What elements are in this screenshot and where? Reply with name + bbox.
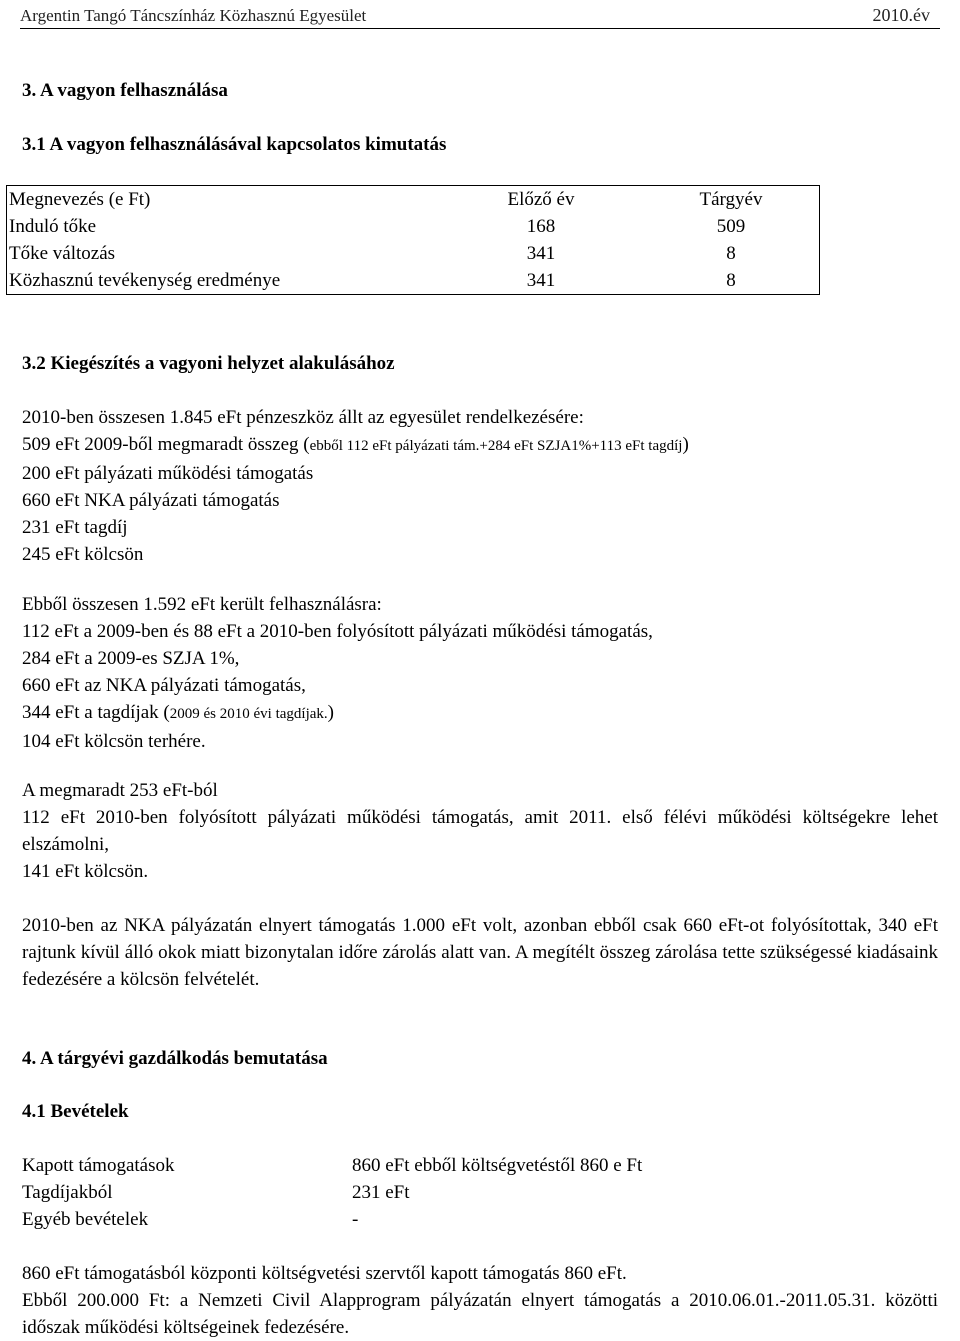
assets-line: 245 eFt kölcsön xyxy=(22,544,144,565)
header-year: 2010.év xyxy=(872,5,930,25)
table-cell: Induló tőke xyxy=(9,216,97,237)
text: 2009 és 2010 évi tagdíjak. xyxy=(169,706,328,722)
remaining-line: 141 eFt kölcsön. xyxy=(22,861,149,882)
nka-paragraph: 2010-ben az NKA pályázatán elnyert támogatás 1.000 eFt volt, azonban ebből csak 660 eFt-ot folyósítottak, 340 eFt rajtunk kívül álló okok miatt bizonytalan időre zárolás alatt van. A megítélt összeg zárolása tette szükségessé kiadásaink fedezésére a kölcsön felvételét. xyxy=(22,915,938,990)
table-cell: 341 xyxy=(526,270,556,291)
assets-line: 660 eFt NKA pályázati támogatás xyxy=(22,490,280,511)
usage-line: Ebből összesen 1.592 eFt került felhasználásra: xyxy=(22,594,382,615)
table-header-row xyxy=(7,186,820,214)
usage-line: 284 eFt a 2009-es SZJA 1%, xyxy=(22,648,240,669)
assets-line: 2010-ben összesen 1.845 eFt pénzeszköz állt az egyesület rendelkezésére: xyxy=(22,407,584,428)
revenue-notes xyxy=(22,1260,938,1341)
assets-block xyxy=(22,404,938,568)
section-3-title: 3. A vagyon felhasználása xyxy=(22,80,228,101)
revenue-note: 860 eFt támogatásból központi költségvetési szervtől kapott támogatás 860 eFt. xyxy=(22,1263,627,1284)
revenue-value: - xyxy=(352,1209,359,1230)
page-header xyxy=(20,2,940,29)
text: ebből 112 eFt pályázati tám.+284 eFt SZJA1%+113 eFt tagdíj xyxy=(309,438,683,454)
remaining-line: A megmaradt 253 eFt-ból xyxy=(22,780,218,801)
table-cell: 509 xyxy=(716,216,746,237)
revenue-value: 860 eFt ebből költségvetéstől 860 e Ft xyxy=(352,1155,643,1176)
asset-table xyxy=(6,185,820,295)
th-prev: Előző év xyxy=(507,189,575,210)
usage-line xyxy=(22,699,938,728)
text: 344 eFt a tagdíjak ( xyxy=(22,702,170,723)
section-3-1-title: 3.1 A vagyon felhasználásával kapcsolatos kimutatás xyxy=(22,134,447,155)
assets-line xyxy=(22,431,938,460)
revenue-note: Ebből 200.000 Ft: a Nemzeti Civil Alapprogram pályázatán elnyert támogatás a 2010.06.01.-2011.05.31. közötti időszak működési költségeinek fedezésére. xyxy=(22,1290,938,1338)
th-cur: Tárgyév xyxy=(699,189,763,210)
th-name: Megnevezés (e Ft) xyxy=(9,189,151,210)
table-row xyxy=(7,267,820,295)
assets-line: 231 eFt tagdíj xyxy=(22,517,128,538)
revenue-label: Egyéb bevételek xyxy=(22,1209,149,1230)
table-cell: Tőke változás xyxy=(9,243,116,264)
revenue-label: Tagdíjakból xyxy=(22,1182,113,1203)
usage-line: 104 eFt kölcsön terhére. xyxy=(22,731,206,752)
table-cell: Közhasznú tevékenység eredménye xyxy=(9,270,281,291)
remaining-block xyxy=(22,777,938,885)
revenue-value: 231 eFt xyxy=(352,1182,410,1203)
text: ) xyxy=(682,434,689,455)
revenue-label: Kapott támogatások xyxy=(22,1155,175,1176)
table-row xyxy=(7,213,820,240)
section-4-1-title: 4.1 Bevételek xyxy=(22,1101,129,1122)
table-cell: 8 xyxy=(726,270,736,291)
table-row xyxy=(7,240,820,267)
header-org: Argentin Tangó Táncszínház Közhasznú Egyesület xyxy=(20,6,367,25)
remaining-line: 112 eFt 2010-ben folyósított pályázati működési támogatás, amit 2011. első félévi működési költségekre lehet elszámolni, xyxy=(22,807,938,855)
text: 509 eFt 2009-ből megmaradt összeg ( xyxy=(22,434,310,455)
text: ) xyxy=(327,702,334,723)
usage-block xyxy=(22,591,938,755)
assets-line: 200 eFt pályázati működési támogatás xyxy=(22,463,314,484)
table-cell: 8 xyxy=(726,243,736,264)
table-cell: 341 xyxy=(526,243,556,264)
table-cell: 168 xyxy=(526,216,556,237)
usage-line: 112 eFt a 2009-ben és 88 eFt a 2010-ben folyósított pályázati működési támogatás, xyxy=(22,621,653,642)
usage-line: 660 eFt az NKA pályázati támogatás, xyxy=(22,675,306,696)
section-4-title: 4. A tárgyévi gazdálkodás bemutatása xyxy=(22,1048,328,1069)
section-3-2-title: 3.2 Kiegészítés a vagyoni helyzet alakulásához xyxy=(22,353,395,374)
